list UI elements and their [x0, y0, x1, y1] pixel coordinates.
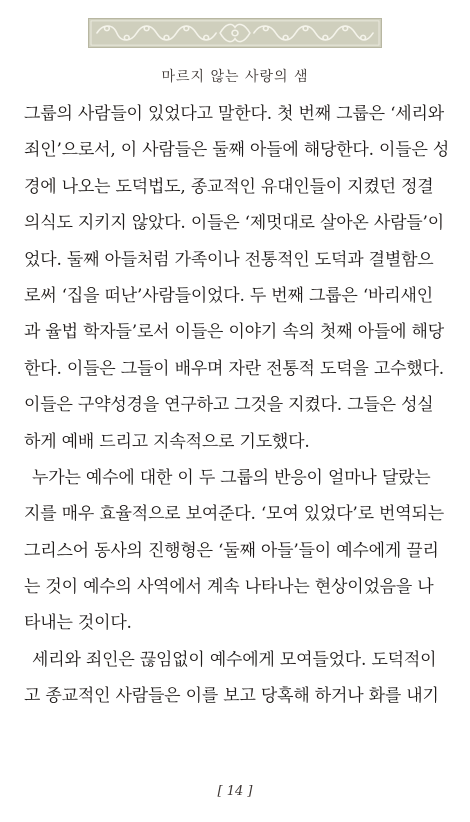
text-line: 과 율법 학자들’로서 이들은 이야기 속의 첫째 아들에 해당: [24, 322, 444, 343]
page-number: [ 14 ]: [217, 784, 253, 799]
text-line: 었다. 둘째 아들처럼 가족이나 전통적인 도덕과 결별함으: [24, 249, 434, 270]
text-line: 한다. 이들은 그들이 배우며 자란 전통적 도덕을 고수했다.: [24, 358, 444, 379]
text-line: 그리스어 동사의 진행형은 ‘둘째 아들’들이 예수에게 끌리: [24, 540, 439, 561]
text-line: 죄인’으로서, 이 사람들은 둘째 아들에 해당한다. 이들은 성: [24, 140, 450, 161]
text-line: 로써 ‘집을 떠난’사람들이었다. 두 번째 그룹은 ‘바리새인: [24, 285, 433, 306]
text-line: 누가는 예수에 대한 이 두 그룹의 반응이 얼마나 달랐는: [32, 467, 431, 488]
text-line: 하게 예배 드리고 지속적으로 기도했다.: [24, 431, 310, 452]
text-line: 타내는 것이다.: [24, 613, 132, 634]
text-line: 는 것이 예수의 사역에서 계속 나타나는 현상이었음을 나: [24, 577, 434, 598]
body-text: [24, 96, 454, 715]
text-line: 경에 나오는 도덕법도, 종교적인 유대인들이 지켰던 정결: [24, 176, 434, 197]
text-line: 고 종교적인 사람들은 이를 보고 당혹해 하거나 화를 내기: [24, 686, 439, 707]
text-line: 의식도 지키지 않았다. 이들은 ‘제멋대로 살아온 사람들’이: [24, 213, 444, 234]
text-line: 그룹의 사람들이 있었다고 말한다. 첫 번째 그룹은 ‘세리와: [24, 104, 444, 124]
ornament-pattern: [89, 19, 381, 47]
floral-scroll-ornament-icon: [88, 18, 382, 48]
running-title: 마르지 않는 사랑의 샘: [161, 69, 309, 85]
text-line: 세리와 죄인은 끊임없이 예수에게 모여들었다. 도덕적이: [32, 649, 437, 670]
text-line: 이들은 구약성경을 연구하고 그것을 지켰다. 그들은 성실: [24, 395, 434, 416]
text-line: 지를 매우 효율적으로 보여준다. ‘모여 있었다’로 번역되는: [24, 504, 444, 525]
